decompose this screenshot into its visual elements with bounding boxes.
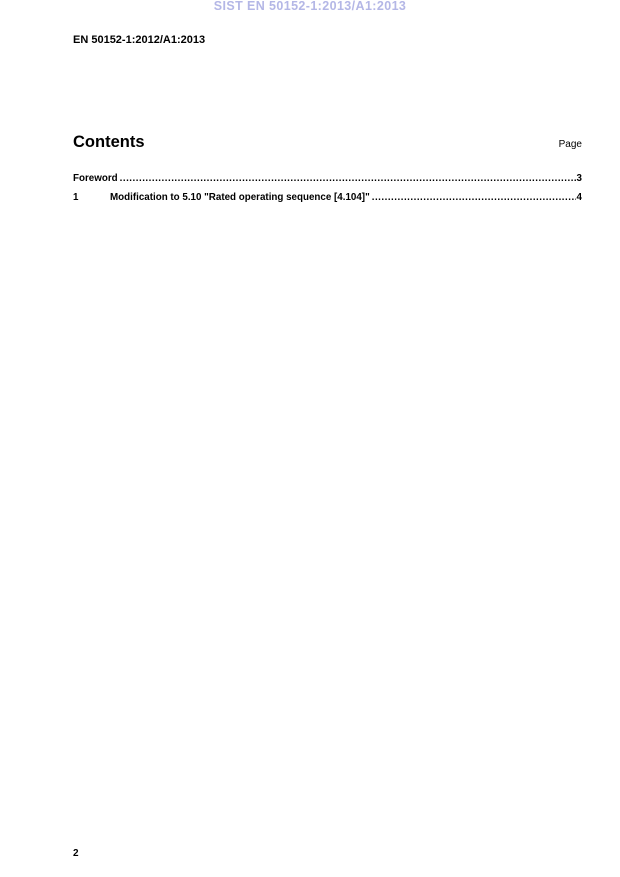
toc-leader-dots [372, 192, 576, 203]
document-reference: EN 50152-1:2012/A1:2013 [73, 34, 206, 46]
toc-entry-label: Foreword [73, 173, 118, 184]
footer-page-number: 2 [73, 848, 79, 859]
toc-entry-number: 1 [73, 192, 79, 203]
toc-leader-dots [120, 173, 576, 184]
toc-entry[interactable] [73, 192, 582, 203]
toc-entry-page: 3 [576, 173, 582, 184]
contents-header [73, 133, 582, 151]
toc-entry-page: 4 [576, 192, 582, 203]
toc-entry-label: Modification to 5.10 "Rated operating sequence [4.104]" [110, 192, 370, 203]
page-column-label: Page [558, 139, 582, 150]
table-of-contents [73, 173, 582, 211]
contents-heading: Contents [73, 133, 145, 151]
watermark-header: SIST EN 50152-1:2013/A1:2013 [213, 0, 407, 13]
toc-entry[interactable] [73, 173, 582, 184]
